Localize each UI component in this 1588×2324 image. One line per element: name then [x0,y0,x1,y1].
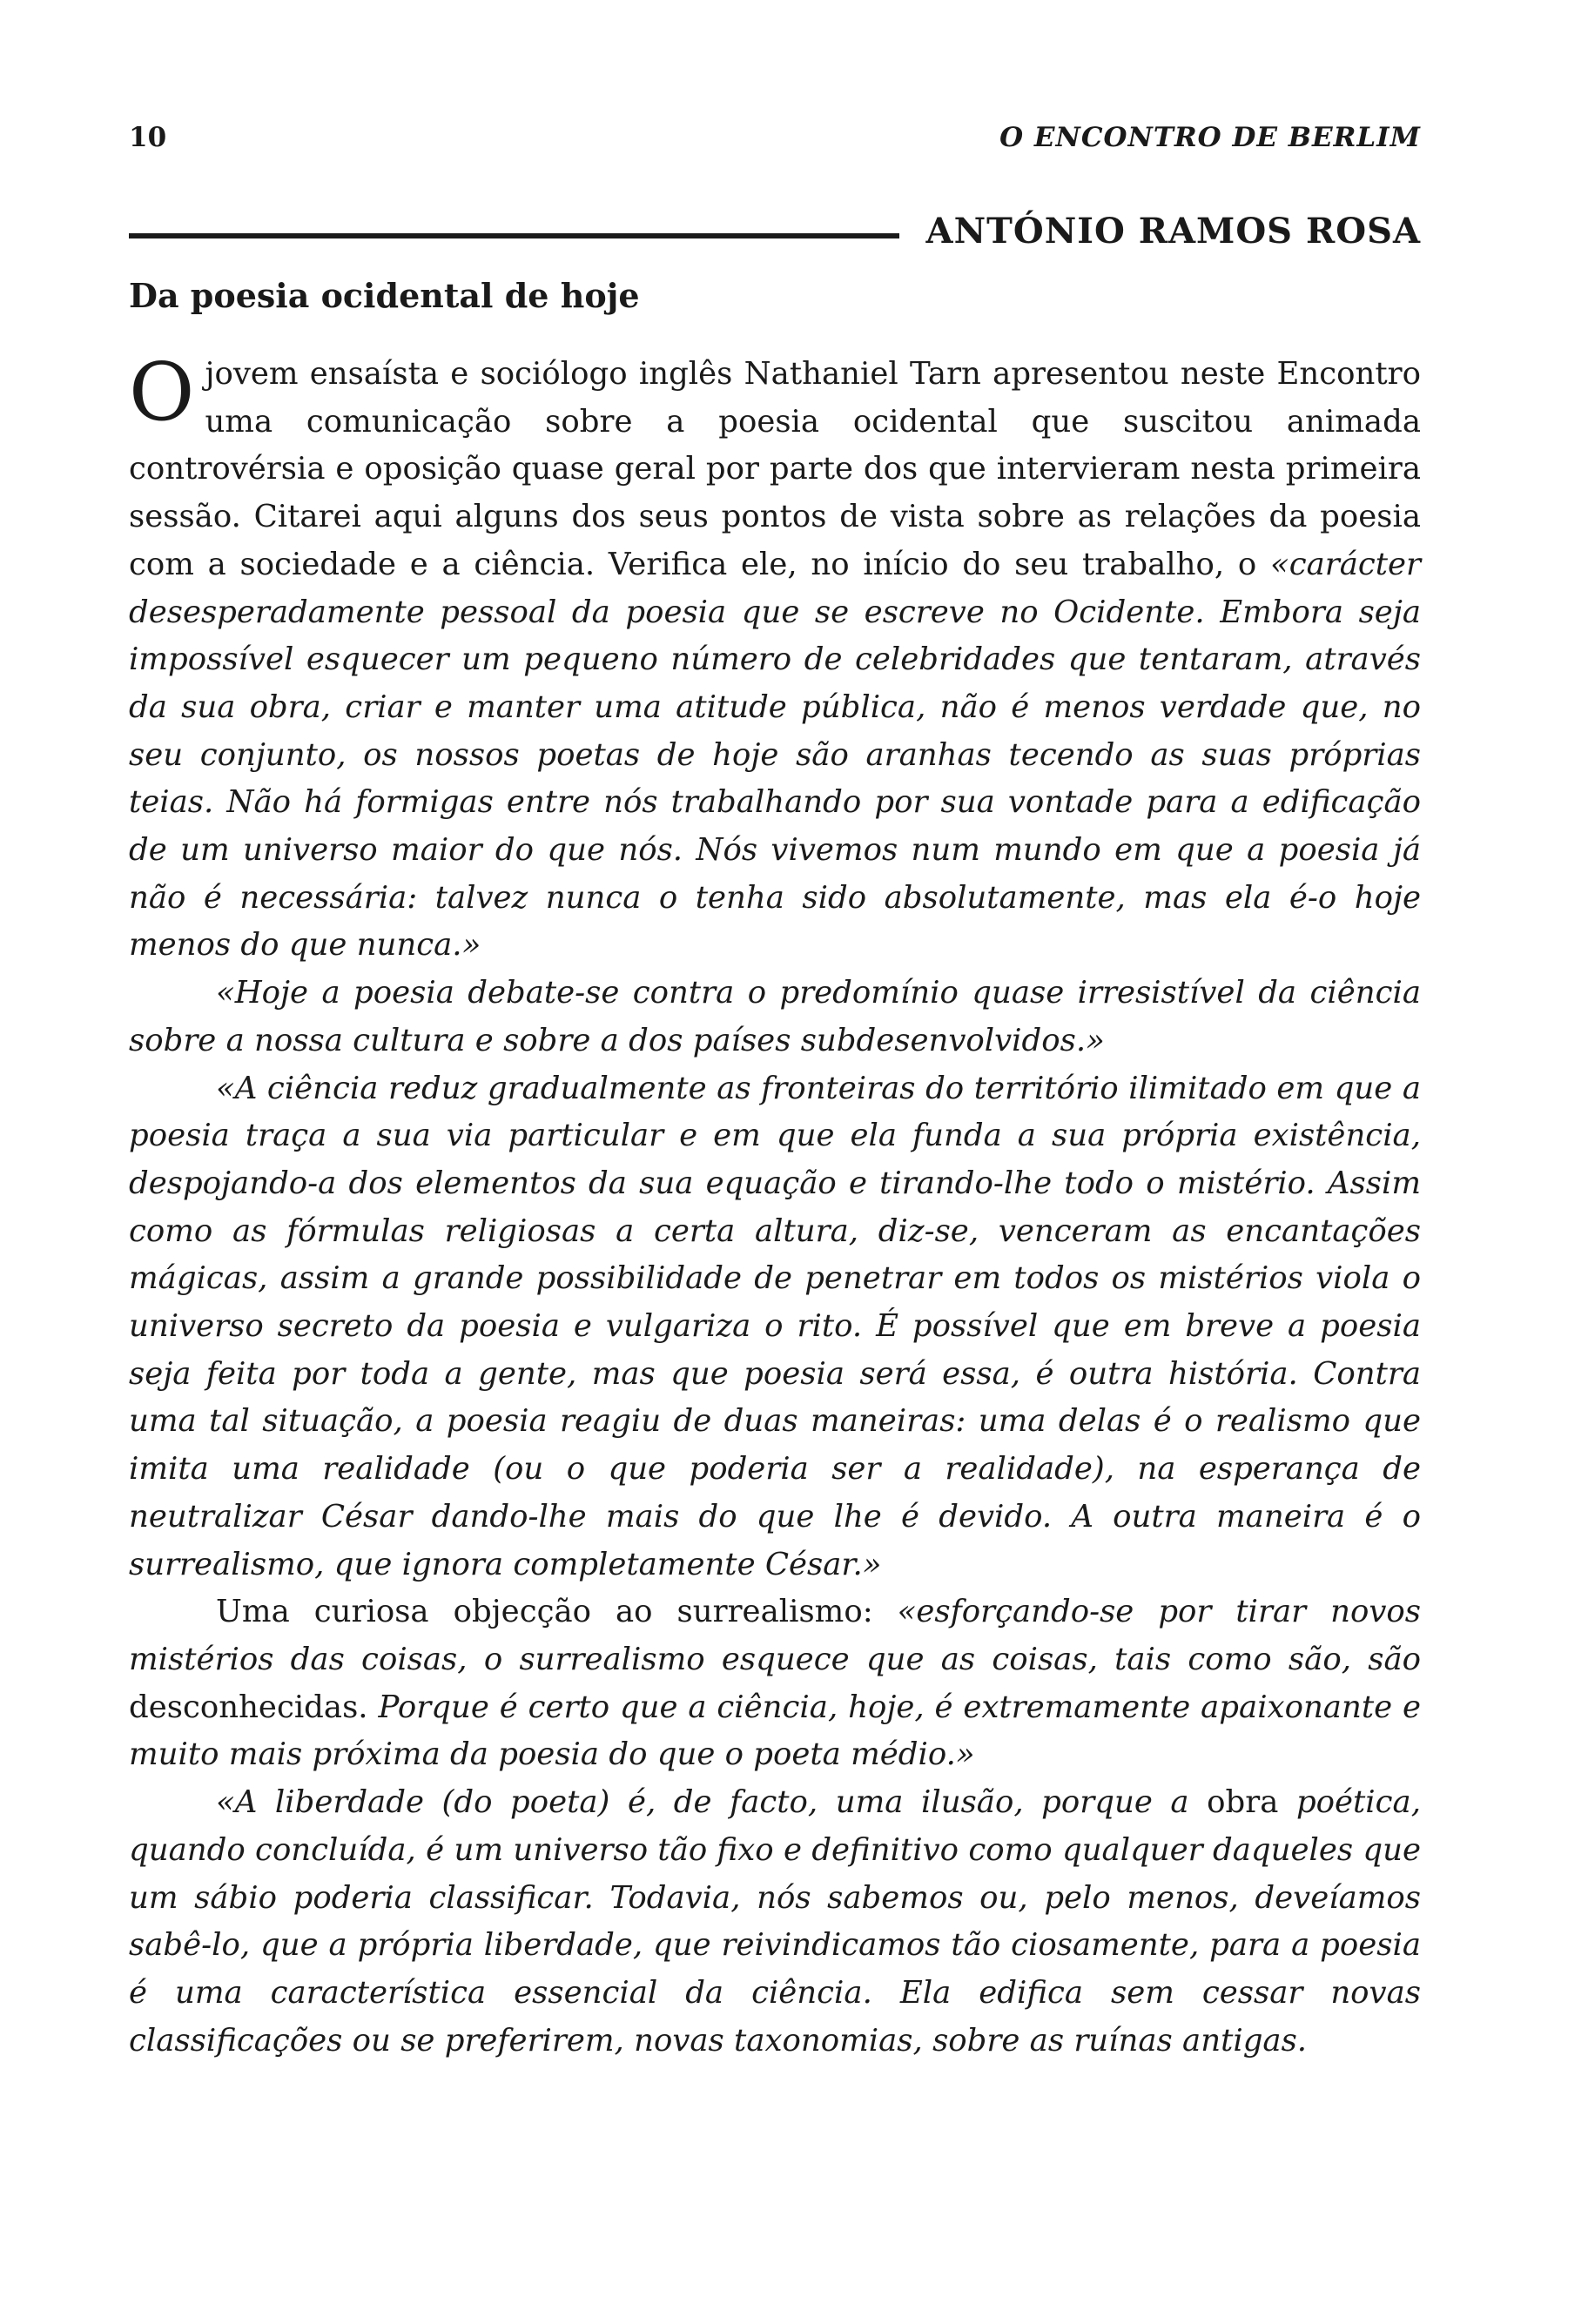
page-number: 10 [129,122,167,153]
paragraph-5-quote-a: «A liberdade (do poeta) é, de facto, uma ilusão, porque a [216,1784,1189,1821]
paragraph-4-upright: desconhecidas. [129,1689,379,1725]
paragraph-5-quote-b: poética, quando concluída, é um universo tão fixo e definitivo como qualquer daqueles que um sábio poderia classificar. Todavia, nós sabemos ou, pelo menos, deveíamos sabê-lo, que a própria liberdade, que reivindicamos tão ciosamente, para a poesia é uma característica essencial da ciência. Ela edifica sem cessar novas classificações ou se preferirem, novas taxonomias, sobre as ruínas antigas. [129,1784,1421,2059]
author-name: ANTÓNIO RAMOS ROSA [925,211,1421,252]
paragraph-1-text: jovem ensaísta e sociólogo inglês Nathaniel Tarn apresentou neste Encontro uma comunicação sobre a poesia ocidental que suscitou animada controvérsia e oposição quase geral por parte dos que intervieram nesta primeira sessão. Citarei aqui alguns dos seus pontos de vista sobre as relações da poesia com a sociedade e a ciência. Verifica ele, no início do seu trabalho, o [129,356,1421,582]
paragraph-2: «Hoje a poesia debate-se contra o predomínio quase irresistível da ciência sobre a nossa cultura e sobre a dos países subdesenvolvidos.» [129,975,1421,1058]
paragraph-4-quote-b: Porque é certo que a ciência, hoje, é extremamente apaixonante e muito mais próxima da poesia do que o poeta médio.» [129,1689,1421,1773]
paragraph-5-upright: obra [1188,1784,1296,1821]
drop-cap: O [129,346,195,439]
paragraph-4 [129,1589,1421,1779]
paragraph-5 [129,1779,1421,2065]
running-title: O ENCONTRO DE BERLIM [999,122,1421,153]
paragraph-1-quote: «carácter desesperadamente pessoal da poesia que se escreve no Ocidente. Embora seja impossível esquecer um pequeno número de celebridades que tentaram, através da sua obra, criar e manter uma atitude pública, não é menos verdade que, no seu conjunto, os nossos poetas de hoje são aranhas tecendo as suas próprias teias. Não há formigas entre nós trabalhando por sua vontade para a edificação de um universo maior do que nós. Nós vivemos num mundo em que a poesia já não é necessária: talvez nunca o tenha sido absolutamente, mas ela é-o hoje menos do que nunca.» [129,546,1421,964]
article-body [129,346,1421,2065]
paragraph-3: «A ciência reduz gradualmente as fronteiras do território ilimitado em que a poesia traça a sua via particular e em que ela funda a sua própria existência, despojando-a dos elementos da sua equação e tirando-lhe todo o mistério. Assim como as fórmulas religiosas a certa altura, diz-se, venceram as encantações mágicas, assim a grande possibilidade de penetrar em todos os mistérios viola o universo secreto da poesia e vulgariza o rito. É possível que em breve a poesia seja feita por toda a gente, mas que poesia será essa, é outra história. Contra uma tal situação, a poesia reagiu de duas maneiras: uma delas é o realismo que imita uma realidade (ou o que poderia ser a realidade), na esperança de neutralizar César dando-lhe mais do que lhe é devido. A outra maneira é o surrealismo, que ignora completamente César.» [129,1070,1421,1582]
paragraph-4-quote-a: «esforçando-se por tirar novos mistérios das coisas, o surrealismo esquece que as coisas, tais como são, são [129,1594,1421,1677]
header-rule [129,233,899,238]
paragraph-1 [129,346,1421,970]
section-title: Da poesia ocidental de hoje [129,276,640,315]
paragraph-4-intro: Uma curiosa objecção ao surrealismo: [216,1594,898,1630]
